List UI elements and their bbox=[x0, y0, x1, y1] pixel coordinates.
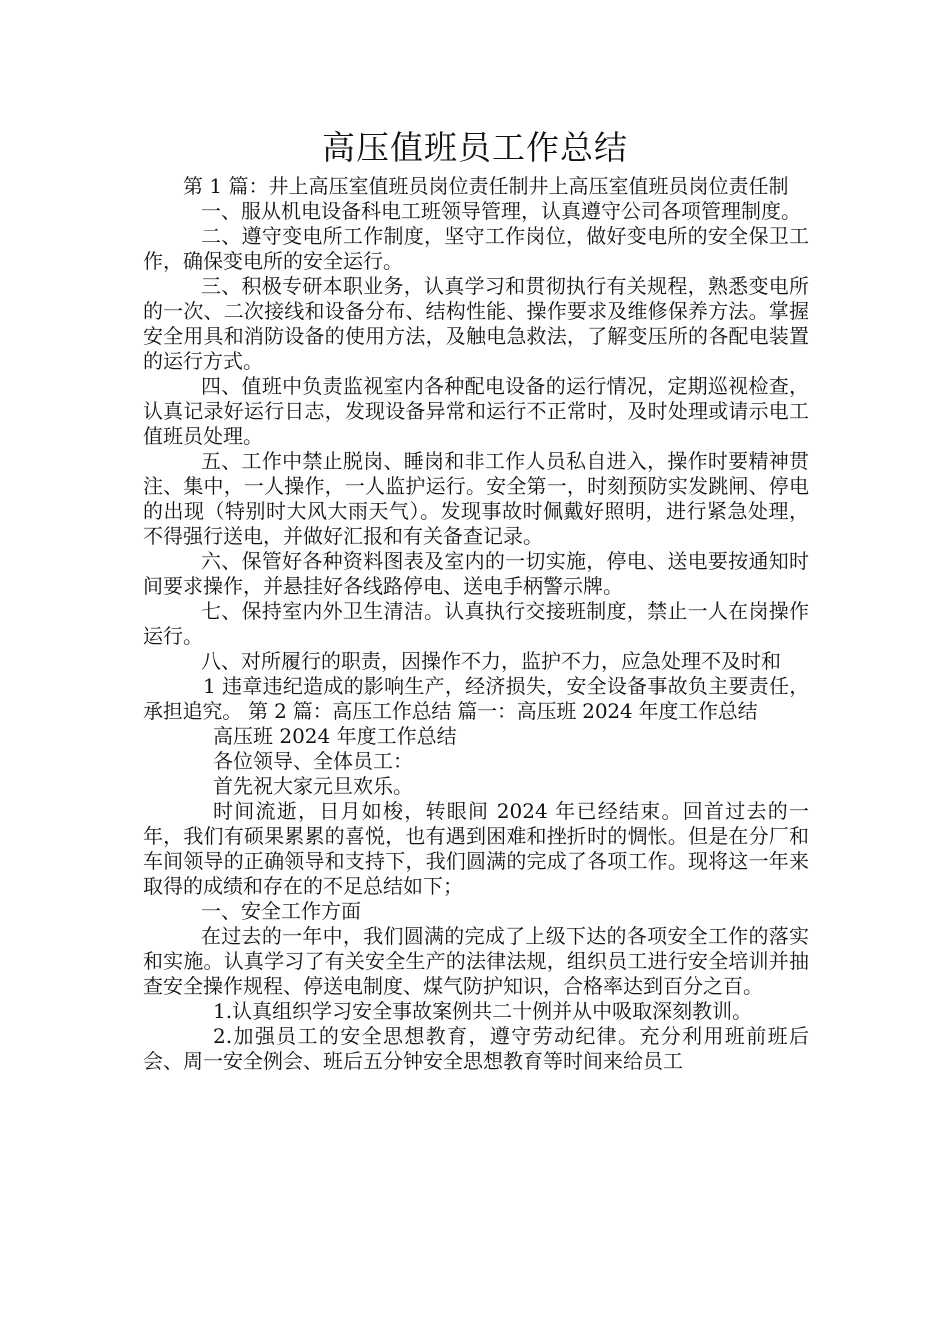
paragraph: 八、对所履行的职责，因操作不力，监护不力，应急处理不及时和 bbox=[201, 649, 781, 673]
paragraph: 七、保持室内外卫生清洁。认真执行交接班制度，禁止一人在岗操作运行。 bbox=[143, 599, 809, 648]
section-heading: 一、安全工作方面 bbox=[201, 899, 361, 923]
paragraph: 三、积极专研本职业务，认真学习和贯彻执行有关规程，熟悉变电所的一次、二次接线和设备分布、结构性能、操作要求及维修保养方法。掌握安全用具和消防设备的使用方法，及触电急救法，了解变压所的各配电装置的运行方式。 bbox=[143, 274, 809, 373]
list-item: 1.认真组织学习安全事故案例共二十例并从中吸取深刻教训。 bbox=[213, 999, 753, 1023]
list-item: 2.加强员工的安全思想教育，遵守劳动纪律。充分利用班前班后会、周一安全例会、班后五分钟安全思想教育等时间来给员工 bbox=[143, 1024, 809, 1073]
paragraph: 二、遵守变电所工作制度，坚守工作岗位，做好变电所的安全保卫工作，确保变电所的安全运行。 bbox=[143, 224, 809, 273]
paragraph: 各位领导、全体员工： bbox=[213, 749, 413, 773]
document-title: 高压值班员工作总结 bbox=[322, 128, 628, 167]
paragraph: 四、值班中负责监视室内各种配电设备的运行情况，定期巡视检查，认真记录好运行日志，发现设备异常和运行不正常时，及时处理或请示电工值班员处理。 bbox=[143, 374, 809, 448]
paragraph: 第 1 篇：井上高压室值班员岗位责任制井上高压室值班员岗位责任制 bbox=[183, 174, 789, 198]
paragraph: 首先祝大家元旦欢乐。 bbox=[213, 774, 413, 798]
paragraph: 一、服从机电设备科电工班领导管理，认真遵守公司各项管理制度。 bbox=[201, 199, 801, 223]
paragraph: 六、保管好各种资料图表及室内的一切实施，停电、送电要按通知时间要求操作，并悬挂好各线路停电、送电手柄警示牌。 bbox=[143, 549, 809, 598]
paragraph: 1 违章违纪造成的影响生产，经济损失，安全设备事故负主要责任，承担追究。 第 2 篇：高压工作总结 篇一：高压班 2024 年度工作总结 bbox=[143, 674, 809, 723]
document-body bbox=[143, 174, 809, 1074]
paragraph: 高压班 2024 年度工作总结 bbox=[213, 724, 457, 748]
paragraph: 时间流逝，日月如梭，转眼间 2024 年已经结束。回首过去的一年，我们有硕果累累的喜悦，也有遇到困难和挫折时的惆怅。但是在分厂和车间领导的正确领导和支持下，我们圆满的完成了各项工作。现将这一年来取得的成绩和存在的不足总结如下； bbox=[143, 799, 809, 898]
paragraph: 五、工作中禁止脱岗、睡岗和非工作人员私自进入，操作时要精神贯注、集中，一人操作，一人监护运行。安全第一，时刻预防实发跳闸、停电的出现（特别时大风大雨天气）。发现事故时佩戴好照明，进行紧急处理，不得强行送电，并做好汇报和有关备查记录。 bbox=[143, 449, 809, 548]
paragraph: 在过去的一年中，我们圆满的完成了上级下达的各项安全工作的落实和实施。认真学习了有关安全生产的法律法规，组织员工进行安全培训并抽查安全操作规程、停送电制度、煤气防护知识，合格率达到百分之百。 bbox=[143, 924, 809, 998]
